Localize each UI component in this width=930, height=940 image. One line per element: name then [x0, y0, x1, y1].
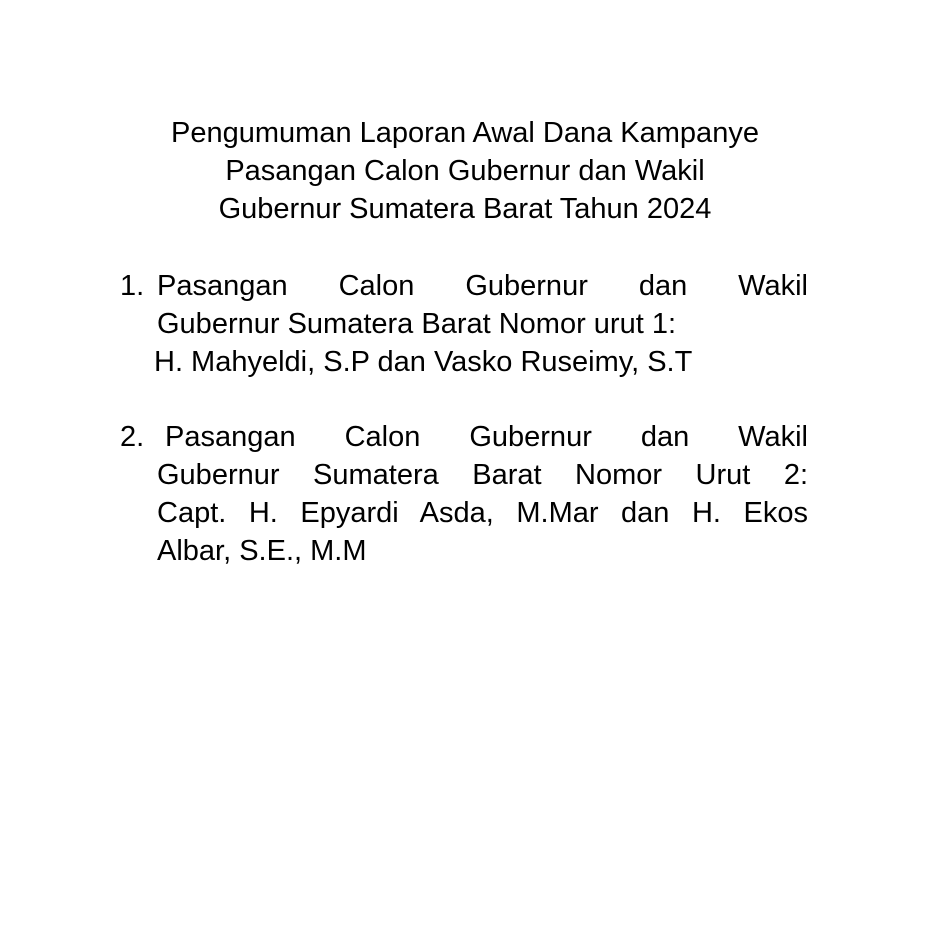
list-item-line: Gubernur Sumatera Barat Nomor Urut 2:	[157, 459, 808, 491]
list-item-line: Pasangan Calon Gubernur dan Wakil	[157, 270, 808, 302]
list-item-line: Albar, S.E., M.M	[157, 535, 367, 567]
announcement-title	[110, 114, 820, 228]
candidate-list-item-2	[120, 418, 808, 570]
list-number: 1.	[120, 270, 145, 302]
title-line-1: Pengumuman Laporan Awal Dana Kampanye	[171, 117, 759, 149]
list-item-text	[157, 418, 808, 570]
list-number: 2.	[120, 421, 145, 453]
list-item-line: Pasangan Calon Gubernur dan Wakil	[165, 421, 808, 453]
title-line-3: Gubernur Sumatera Barat Tahun 2024	[218, 193, 712, 225]
candidate-list-item-1	[120, 267, 808, 381]
list-item-text	[154, 267, 808, 381]
list-item-line: Gubernur Sumatera Barat Nomor urut 1:	[157, 308, 677, 340]
title-line-2: Pasangan Calon Gubernur dan Wakil	[225, 155, 705, 187]
list-item-line: Capt. H. Epyardi Asda, M.Mar dan H. Ekos	[157, 497, 808, 529]
list-item-line: H. Mahyeldi, S.P dan Vasko Ruseimy, S.T	[154, 346, 693, 378]
